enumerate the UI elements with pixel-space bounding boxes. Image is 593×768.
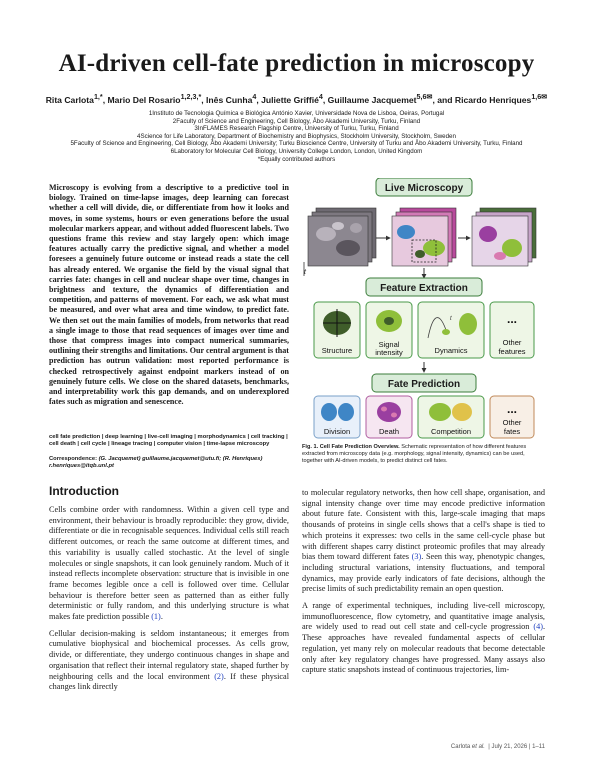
microscopy-stack-middle <box>392 208 456 266</box>
figure-caption <box>302 444 545 466</box>
caption-label: Fig. 1. Cell Fate Prediction Overview. <box>302 444 400 450</box>
affiliation: 4Science for Life Laboratory, Department of Biochemistry and Biophysics, Stockholm University, Stockholm, Sweden <box>137 132 456 140</box>
microscopy-stack-left <box>308 208 376 266</box>
fate-other <box>490 396 534 438</box>
feature-structure-label: Structure <box>321 346 353 355</box>
intro-paragraph: A range of experimental techniques, including live-cell microscopy, immunofluorescence, flow cytometry, and quantitative image analysis, are widely used to read out cell state and cell-cycle progression (4). These approaches have revealed fundamental aspects of cellular regulation, yet many rely on molecular readouts that become detectable only after key regulatory changes have progressed. Many assays also capture static snapshots instead of continuous trajectories, lim- <box>302 601 546 675</box>
feature-other-label-1: Other <box>502 338 522 347</box>
affiliation: 2Faculty of Science and Engineering, Cell Biology, Åbo Akademi University, Turku, Finland <box>172 117 421 125</box>
microscopy-stack-right <box>472 208 536 266</box>
abstract: Microscopy is evolving from a descriptive to a predictive tool in biology. Trained on time-lapse images, deep learning can forecast whether a cell will divide, die, or differentiate from how it looks and moves, in some systems, hours or even generations before the usual molecular markers appear, and without added fluorescent labels. Two questions frame this review and stay largely open: which image features actually carry the predictive signal, and whether a model foresees a genuinely future outcome or instead reads a state the cell has already entered. We organise the field by the visual signal that carries fate: changes in cell and nuclear shape over time, changes in brightness and texture, the dynamics of differentiation and competition, and patterns of movement. For each, we ask what must be measured, and over what area and time window, to predict fate. We then set out the main families of models, from networks that read a single image to those that read sequences of images over time and those that compress images into compact numerical summaries, outlining their strengths and limitations. Our central argument is that prediction has outrun validation: most reported performance is checked retrospectively against endpoint markers instead of on genuinely future cells. We close on the shared datasets, benchmarks, and interpretability work this gap demands, and on underexplored fates such as migration and senescence. <box>49 183 289 407</box>
fate-division-label: Division <box>323 427 351 436</box>
intro-paragraph: Cellular decision-making is seldom instantaneous; it emerges from cumulative biophysical and biochemical processes. As cells grow, divide, or differentiate, they undergo continuous changes in shape and organisation that reflect their internal regulatory state, shaped further by neighbouring cells and the local environment (2). If these physical changes link directly <box>49 628 289 692</box>
correspondence <box>49 456 289 470</box>
time-axis-label: t <box>304 269 306 276</box>
fate-division <box>314 396 360 438</box>
correspondence-emails[interactable]: (G. Jacquemet) guillaume.jacquemet@utu.fi; (R. Henriques) r.henriques@itqb.unl.pt <box>49 456 263 470</box>
fate-competition-label: Competition <box>430 427 472 436</box>
affiliation: 5Faculty of Science and Engineering, Cell Biology, Åbo Akademi University; Turku Bioscience Centre, University of Turku and Åbo Akademi University, Turku, Finland <box>70 140 523 148</box>
feature-other-ellipsis: ... <box>506 312 518 326</box>
svg-text:t: t <box>450 316 452 322</box>
affiliation: 3InFLAMES Research Flagship Centre, University of Turku, Turku, Finland <box>194 125 399 133</box>
author-list: Rita Carlota$^{1,*}$, Mario Del Rosario$^{1,2,3,*}$, Inês Cunha$^4$, Juliette Griffié$^4$, Guillaume Jacquemet$^{5,6✉}$, and Ricardo Henriques$^{1,6✉}$ <box>45 93 548 105</box>
page-footer: Carlota et al. | July 21, 2026 | 1–11 <box>450 744 545 750</box>
intro-paragraph: Cells combine order with randomness. Within a given cell type and environment, their behaviour is broadly reproducible: they grow, divide, differentiate or die in recognisable sequences. Individual cells still reach different outcomes, or reach the same outcome at different times, and this variability is usually called stochastic. At the level of single molecules or single snapshots, it can look genuinely random. Much of it instead reflects incomplete observation: structure that is invisible in one frame becomes legible once a cell is followed over time. Cellular behaviour is therefore better seen as patterned than as either fully deterministic or fully random, and this underlying structure is what makes fate prediction possible (1). <box>49 505 289 622</box>
fate-competition <box>418 396 484 438</box>
section-heading-introduction: Introduction <box>49 484 119 498</box>
intro-paragraph: to molecular regulatory networks, then how cell shape, organisation, and signal intensity change over time may encode predictive information about future fate. Consistent with this, large-scale imaging that maps thousands of proteins in single cells shows that a cell's shape is tied to which proteins it expresses: two cells in the same cell-cycle phase but with different shapes carry distinct proteomic profiles that may already bias them toward different fates (3). Seen this way, phenotypic changes, including structural variations, intensity fluctuations, and temporal dynamics, may provide early indicators of fate decisions, although the precise limits of such predictability remain an open question. <box>302 488 545 594</box>
keywords: cell fate prediction | deep learning | live-cell imaging | morphodynamics | cell tracking | cell death | cell cycle | lineage tracing | computer vision | time-lapse microscopy <box>49 434 288 448</box>
citation-link[interactable]: (4) <box>533 622 543 632</box>
banner-feature-extraction-label: Feature Extraction <box>380 283 468 294</box>
figure-1 <box>300 178 545 440</box>
correspondence-label: Correspondence: <box>49 456 97 462</box>
feature-signal-intensity <box>366 302 412 358</box>
citation-link[interactable]: (3) <box>411 552 422 562</box>
banner-fate-prediction-label: Fate Prediction <box>387 379 461 390</box>
citation-link[interactable]: (1) <box>151 612 161 622</box>
fate-death-label: Death <box>378 427 400 436</box>
feature-dynamics-label: Dynamics <box>434 346 468 355</box>
feature-signal-label: Signal <box>378 340 400 349</box>
feature-dynamics <box>418 302 484 358</box>
affiliation: *Equally contributed authors <box>257 155 336 163</box>
fate-other-label-2: fates <box>503 427 521 436</box>
affiliation: 1Instituto de Tecnologia Química e Biológica António Xavier, Universidade Nova de Lisboa, Oeiras, Portugal <box>148 110 445 117</box>
fate-death <box>366 396 412 438</box>
citation-link[interactable]: (2) <box>214 671 224 681</box>
affiliation: 6Laboratory for Molecular Cell Biology, University College London, London, United Kingdom <box>170 147 423 155</box>
fate-other-label-1: Other <box>502 418 522 427</box>
feature-intensity-label: intensity <box>375 348 403 357</box>
affiliations <box>0 110 593 163</box>
feature-other-label-2: features <box>498 347 526 356</box>
intro-column-right <box>302 488 545 682</box>
feature-other <box>490 302 534 358</box>
paper-title: AI-driven cell-fate prediction in microscopy <box>58 50 535 77</box>
intro-column-left <box>49 505 289 699</box>
fate-other-ellipsis: ... <box>506 402 518 416</box>
banner-live-microscopy-label: Live Microscopy <box>384 183 464 194</box>
feature-structure <box>314 302 360 358</box>
caption-text: Schematic representation of how different features extracted from microscopy data (e.g. morphology, signal intensity, dynamics) can be used, together with AI-driven models, to predict distinct cell fates. <box>302 444 527 465</box>
